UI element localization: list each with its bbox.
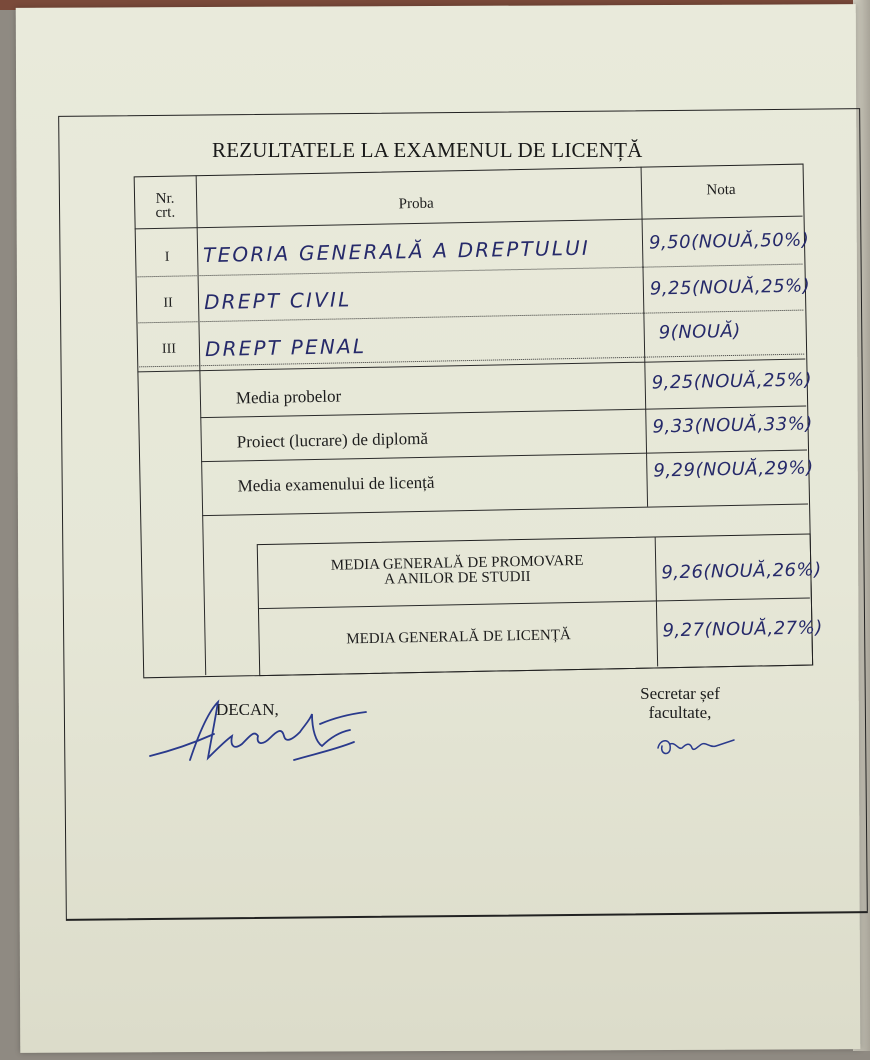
summary-label: Proiect (lucrare) de diplomă <box>236 428 429 452</box>
general-grade: 9,26(NOUĂ,26%) <box>661 559 822 584</box>
summary-label: Media examenului de licență <box>237 472 435 496</box>
general-grade: 9,27(NOUĂ,27%) <box>662 617 823 642</box>
document-title: REZULTATELE LA EXAMENUL DE LICENȚĂ <box>212 138 643 162</box>
summary-grade: 9,29(NOUĂ,29%) <box>653 457 814 482</box>
summary-label: Media probelor <box>235 386 342 408</box>
exam-number: II <box>163 295 173 311</box>
header-nr-crt: Nr. crt. <box>155 190 176 222</box>
exam-subject: TEORIA GENERALĂ A DREPTULUI <box>202 235 591 268</box>
exam-number: III <box>161 341 177 357</box>
exam-grade: 9(NOUĂ) <box>658 320 742 344</box>
exam-subject: DREPT CIVIL <box>203 287 352 315</box>
exam-grade: 9,50(NOUĂ,50%) <box>648 229 810 254</box>
exam-number: I <box>164 249 170 265</box>
secretary-label: Secretar șef facultate, <box>640 684 720 722</box>
secretary-signature-image <box>650 726 740 766</box>
exam-grade: 9,25(NOUĂ,25%) <box>649 275 811 300</box>
dean-signature-image <box>144 690 384 770</box>
summary-grade: 9,33(NOUĂ,33%) <box>652 413 814 438</box>
header-nota: Nota <box>706 181 736 199</box>
summary-grade: 9,25(NOUĂ,25%) <box>651 369 813 394</box>
general-label: MEDIA GENERALĂ DE PROMOVARE A ANILOR DE STUDII <box>330 552 584 588</box>
exam-subject: DREPT PENAL <box>204 333 367 362</box>
general-label: MEDIA GENERALĂ DE LICENȚĂ <box>346 627 571 648</box>
header-proba: Proba <box>398 195 434 213</box>
dean-label: DECAN, <box>216 700 279 719</box>
